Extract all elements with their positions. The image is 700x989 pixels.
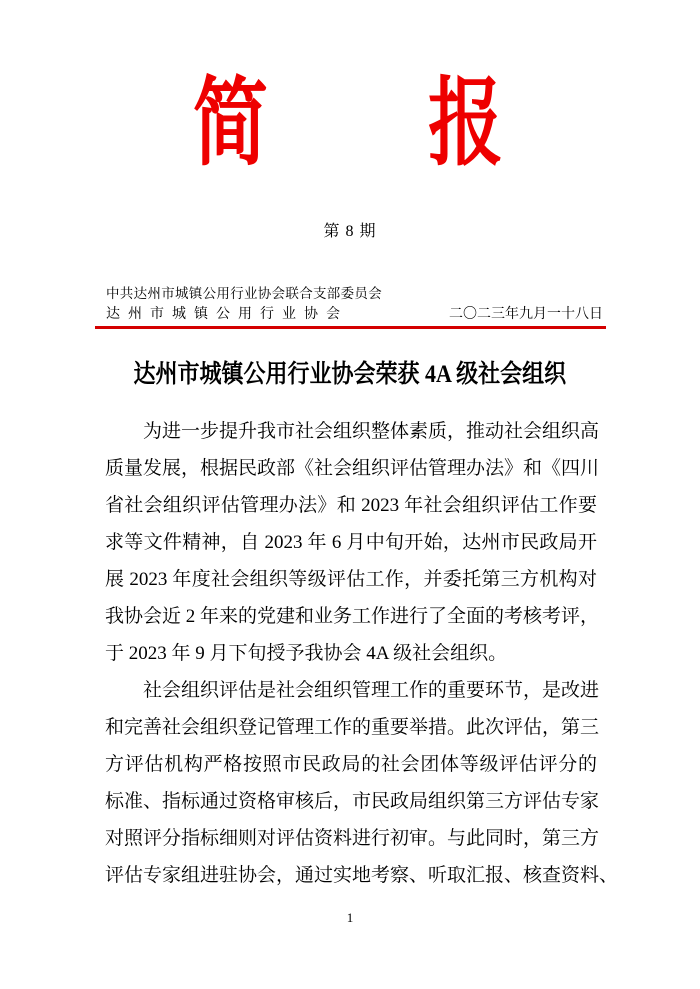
masthead-title-char-2: 报 (428, 70, 503, 177)
article-headline-text: 达州市城镇公用行业协会荣获 4A 级社会组织 (133, 361, 567, 388)
masthead-divider-rule (95, 326, 606, 329)
org-lines (106, 283, 382, 325)
body-line: 求等文件精神，自 2023 年 6 月中旬开始，达州市民政局开 (105, 532, 597, 553)
body-line: 展 2023 年度社会组织等级评估工作，并委托第三方机构对 (105, 569, 597, 590)
body-line: 对照评分指标细则对评估资料进行初审。与此同时，第三方 (105, 828, 600, 849)
body-line: 和完善社会组织登记管理工作的重要举措。此次评估，第三 (105, 717, 600, 738)
masthead-org-block (106, 283, 603, 325)
body-line: 标准、指标通过资格审核后，市民政局组织第三方评估专家 (105, 791, 600, 812)
page-number: 1 (346, 910, 354, 925)
body-line: 于 2023 年 9 月下旬授予我协会 4A 级社会组织。 (105, 643, 508, 664)
org-line-party-committee: 中共达州市城镇公用行业协会联合支部委员会 (106, 286, 382, 301)
body-line: 省社会组织评估管理办法》和 2023 年社会组织评估工作要 (105, 495, 597, 516)
body-line: 社会组织评估是社会组织管理工作的重要环节，是改进 (143, 680, 600, 701)
body-line: 为进一步提升我市社会组织整体素质，推动社会组织高 (143, 421, 600, 442)
masthead-title-char-1: 简 (193, 70, 268, 177)
body-line: 方评估机构严格按照市民政局的社会团体等级评估评分的 (105, 754, 597, 775)
paragraph (105, 672, 619, 894)
issue-number: 第 8 期 (323, 223, 377, 240)
issue-date: 二〇二三年九月一十八日 (449, 307, 603, 322)
paragraph (105, 413, 600, 672)
masthead-title (193, 70, 503, 177)
body-line: 质量发展，根据民政部《社会组织评估管理办法》和《四川 (105, 458, 600, 479)
article-headline (0, 354, 700, 390)
article-body (105, 413, 619, 894)
org-line-association: 达州市城镇公用行业协会 (106, 307, 340, 322)
body-line: 评估专家组进驻协会，通过实地考察、听取汇报、核查资料、 (105, 865, 619, 886)
body-line: 我协会近 2 年来的党建和业务工作进行了全面的考核考评， (105, 606, 600, 627)
